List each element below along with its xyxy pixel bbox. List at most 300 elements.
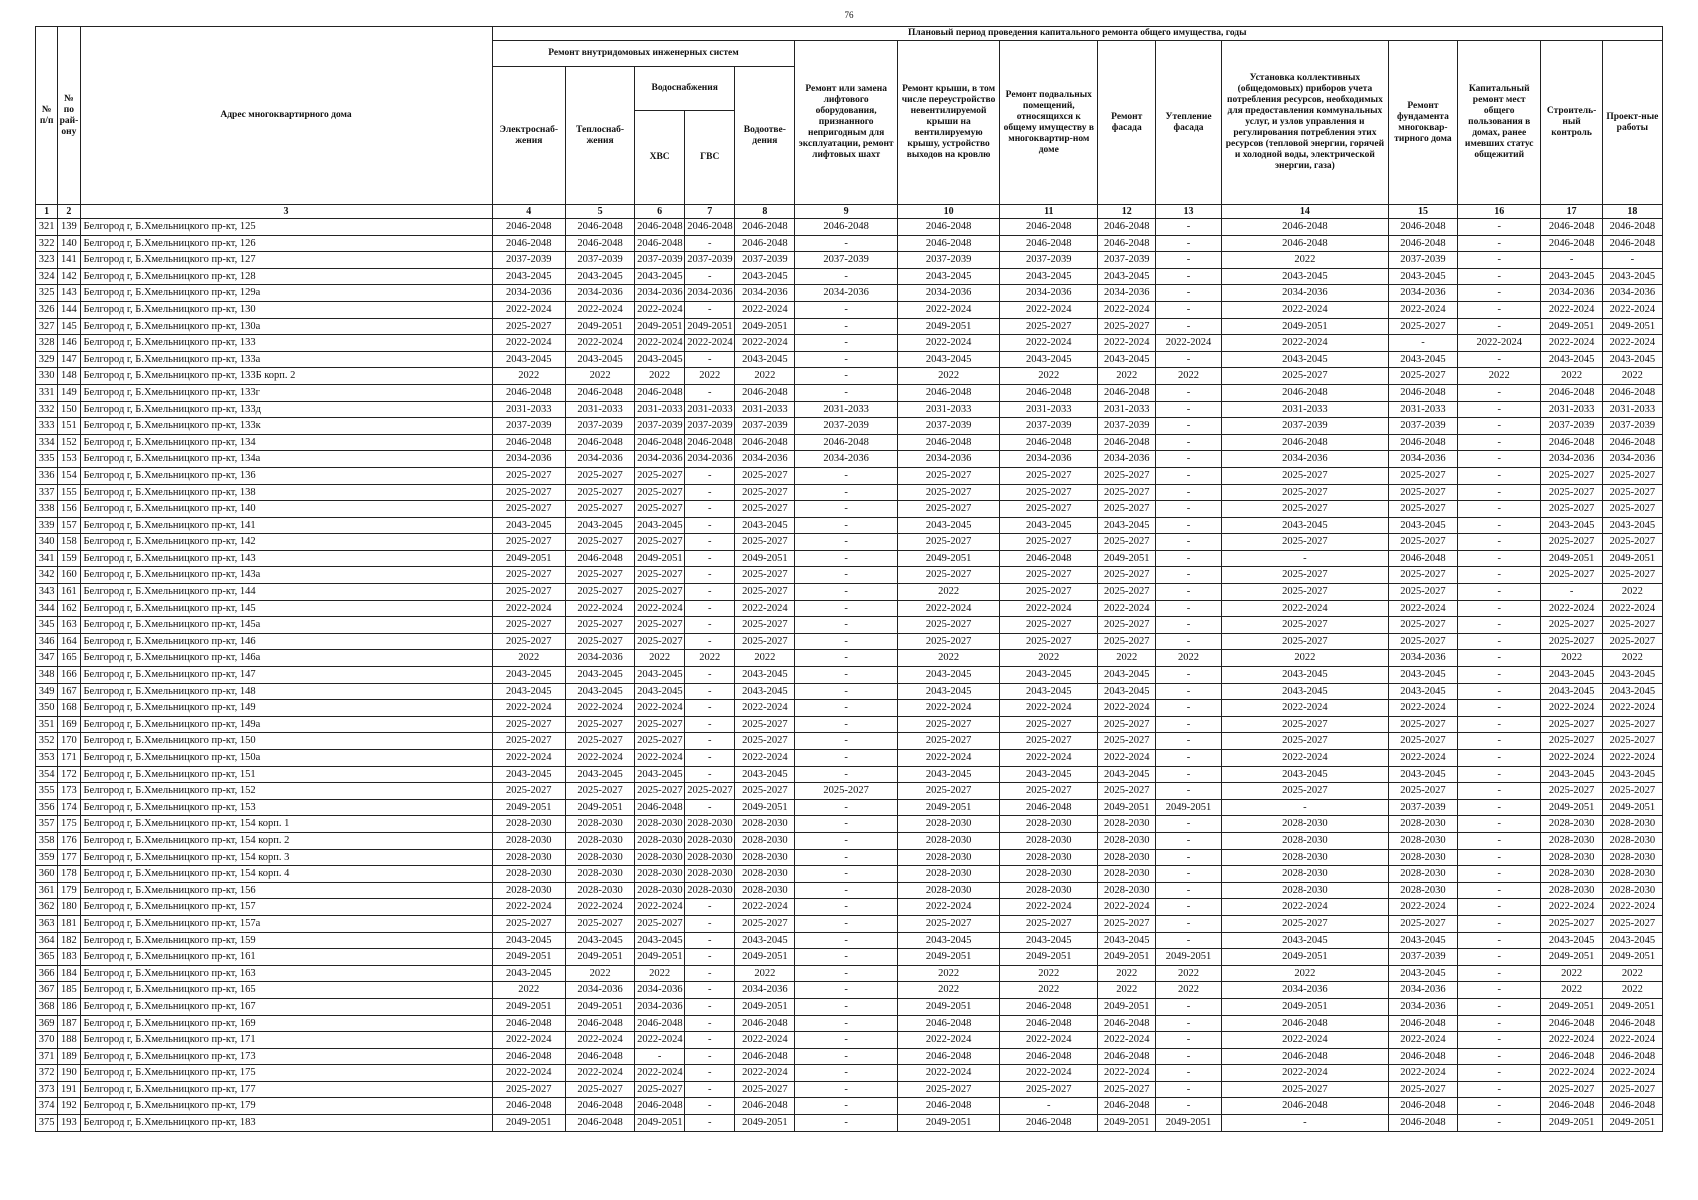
number-cell: 171 [58,750,80,767]
period-cell: 2022-2024 [1000,1032,1098,1049]
header-gvs: ГВС [685,111,735,205]
period-cell: 2043-2045 [735,268,795,285]
table-row [36,600,1663,617]
period-cell: 2046-2048 [685,219,735,236]
period-cell: 2034-2036 [1388,650,1457,667]
period-cell: 2025-2027 [1541,617,1602,634]
period-cell: 2025-2027 [1098,617,1156,634]
period-cell: - [635,1048,685,1065]
period-cell: 2028-2030 [1388,849,1457,866]
period-cell: 2028-2030 [1000,882,1098,899]
number-cell: 330 [36,368,58,385]
period-cell: 2025-2027 [1000,584,1098,601]
period-cell: - [795,1098,897,1115]
period-cell: 2046-2048 [1000,550,1098,567]
column-number: 11 [1000,205,1098,219]
period-cell: 2037-2039 [1388,949,1457,966]
period-cell: - [1156,567,1222,584]
period-cell: - [1457,418,1541,435]
number-cell: 343 [36,584,58,601]
table-row [36,550,1663,567]
number-cell: 335 [36,451,58,468]
period-cell: 2025-2027 [1098,733,1156,750]
period-cell: 2022 [1000,965,1098,982]
period-cell: 2046-2048 [735,1015,795,1032]
period-cell: 2043-2045 [1098,766,1156,783]
period-cell: 2022-2024 [566,750,635,767]
table-row [36,816,1663,833]
period-cell: 2025-2027 [1000,484,1098,501]
period-cell: 2043-2045 [1388,683,1457,700]
period-cell: 2025-2027 [1221,484,1388,501]
period-cell: 2034-2036 [566,285,635,302]
address-cell: Белгород г, Б.Хмельницкого пр-кт, 128 [80,268,492,285]
address-cell: Белгород г, Б.Хмельницкого пр-кт, 133д [80,401,492,418]
period-cell: 2046-2048 [1388,384,1457,401]
number-cell: 186 [58,998,80,1015]
period-cell: - [1457,451,1541,468]
period-cell: 2025-2027 [1000,534,1098,551]
period-cell: - [1457,633,1541,650]
period-cell: - [1156,351,1222,368]
period-cell: - [1156,1065,1222,1082]
period-cell: 2028-2030 [1221,832,1388,849]
table-row [36,451,1663,468]
address-cell: Белгород г, Б.Хмельницкого пр-кт, 134а [80,451,492,468]
period-cell: 2043-2045 [566,667,635,684]
period-cell: 2046-2048 [795,434,897,451]
period-cell: 2046-2048 [566,1048,635,1065]
address-cell: Белгород г, Б.Хмельницкого пр-кт, 130а [80,318,492,335]
period-cell: 2046-2048 [1221,1098,1388,1115]
period-cell: 2043-2045 [635,517,685,534]
period-cell: 2034-2036 [1541,451,1602,468]
period-cell: 2049-2051 [897,1115,999,1132]
period-cell: 2034-2036 [897,285,999,302]
address-cell: Белгород г, Б.Хмельницкого пр-кт, 150 [80,733,492,750]
period-cell: 2049-2051 [492,949,565,966]
period-cell: - [1156,700,1222,717]
period-cell: 2043-2045 [1388,351,1457,368]
period-cell: 2046-2048 [1602,434,1662,451]
period-cell: - [795,667,897,684]
period-cell: 2025-2027 [1000,318,1098,335]
address-cell: Белгород г, Б.Хмельницкого пр-кт, 127 [80,252,492,269]
period-cell: 2049-2051 [735,799,795,816]
period-cell: 2037-2039 [795,418,897,435]
period-cell: - [1457,716,1541,733]
period-cell: 2049-2051 [735,949,795,966]
period-cell: - [1457,700,1541,717]
period-cell: 2025-2027 [897,617,999,634]
period-cell: 2022 [735,965,795,982]
table-row [36,1081,1663,1098]
period-cell: - [1156,1081,1222,1098]
period-cell: 2025-2027 [1388,1081,1457,1098]
period-cell: 2043-2045 [897,683,999,700]
period-cell: 2025-2027 [1221,633,1388,650]
period-cell: - [1156,866,1222,883]
period-cell: - [1156,667,1222,684]
period-cell: 2037-2039 [897,252,999,269]
period-cell: 2031-2033 [566,401,635,418]
period-cell: 2037-2039 [897,418,999,435]
period-cell: 2022 [1098,965,1156,982]
period-cell: - [1388,335,1457,352]
period-cell: 2046-2048 [795,219,897,236]
period-cell: 2049-2051 [635,1115,685,1132]
period-cell: 2022-2024 [635,1032,685,1049]
period-cell: 2025-2027 [1541,567,1602,584]
period-cell: - [1457,965,1541,982]
period-cell: 2025-2027 [897,1081,999,1098]
address-cell: Белгород г, Б.Хмельницкого пр-кт, 146а [80,650,492,667]
period-cell: 2046-2048 [1000,1015,1098,1032]
period-cell: 2025-2027 [492,716,565,733]
period-cell: 2043-2045 [1541,517,1602,534]
period-cell: - [685,1032,735,1049]
number-cell: 321 [36,219,58,236]
period-cell: - [685,351,735,368]
period-cell: 2022-2024 [1098,335,1156,352]
period-cell: 2034-2036 [635,451,685,468]
period-cell: 2046-2048 [735,235,795,252]
period-cell: 2046-2048 [635,219,685,236]
period-cell: 2043-2045 [492,932,565,949]
number-cell: 322 [36,235,58,252]
number-cell: 147 [58,351,80,368]
period-cell: - [1457,501,1541,518]
period-cell: 2049-2051 [1602,998,1662,1015]
period-cell: - [685,268,735,285]
column-number: 15 [1388,205,1457,219]
address-cell: Белгород г, Б.Хмельницкого пр-кт, 125 [80,219,492,236]
period-cell: 2025-2027 [735,716,795,733]
header-heat: Теплоснаб-жения [566,67,635,205]
period-cell: 2037-2039 [735,418,795,435]
period-cell: 2043-2045 [635,351,685,368]
period-cell: 2028-2030 [492,816,565,833]
period-cell: 2037-2039 [1388,418,1457,435]
period-cell: - [1457,301,1541,318]
period-cell: - [1156,235,1222,252]
period-cell: 2025-2027 [566,716,635,733]
period-cell: 2034-2036 [566,451,635,468]
table-row [36,667,1663,684]
period-cell: 2034-2036 [1221,982,1388,999]
period-cell: 2025-2027 [1000,617,1098,634]
period-cell: - [1457,617,1541,634]
table-row [36,501,1663,518]
period-cell: 2037-2039 [1098,252,1156,269]
number-cell: 332 [36,401,58,418]
period-cell: 2043-2045 [1541,351,1602,368]
period-cell: 2049-2051 [1156,1115,1222,1132]
period-cell: 2049-2051 [1156,949,1222,966]
number-cell: 177 [58,849,80,866]
period-cell: 2025-2027 [1388,617,1457,634]
period-cell: 2049-2051 [897,799,999,816]
period-cell: 2025-2027 [897,484,999,501]
period-cell: 2049-2051 [1221,318,1388,335]
table-row [36,351,1663,368]
number-cell: 179 [58,882,80,899]
number-cell: 167 [58,683,80,700]
period-cell: 2049-2051 [1098,998,1156,1015]
period-cell: 2022-2024 [1388,600,1457,617]
table-row [36,766,1663,783]
period-cell: - [685,899,735,916]
header-district-no: № по рай-ону [58,27,80,205]
period-cell: 2043-2045 [1388,268,1457,285]
period-cell: 2031-2033 [1541,401,1602,418]
period-cell: 2046-2048 [492,235,565,252]
period-cell: 2046-2048 [1221,219,1388,236]
number-cell: 149 [58,384,80,401]
period-cell: 2043-2045 [492,683,565,700]
period-cell: - [1156,318,1222,335]
period-cell: - [1457,766,1541,783]
period-cell: 2037-2039 [1388,799,1457,816]
period-cell: 2046-2048 [566,1115,635,1132]
period-cell: 2043-2045 [897,667,999,684]
period-cell: 2046-2048 [1098,1015,1156,1032]
period-cell: 2022 [735,650,795,667]
period-cell: 2049-2051 [492,799,565,816]
period-cell: - [795,949,897,966]
period-cell: - [685,617,735,634]
period-cell: - [1457,219,1541,236]
period-cell: 2034-2036 [1388,451,1457,468]
number-cell: 182 [58,932,80,949]
number-cell: 360 [36,866,58,883]
number-cell: 153 [58,451,80,468]
period-cell: 2022-2024 [635,335,685,352]
period-cell: 2049-2051 [897,318,999,335]
period-cell: 2025-2027 [1000,716,1098,733]
period-cell: - [795,882,897,899]
period-cell: 2022 [1098,650,1156,667]
period-cell: 2025-2027 [566,1081,635,1098]
period-cell: 2034-2036 [566,982,635,999]
period-cell: - [1457,550,1541,567]
header-no: № п/п [36,27,58,205]
period-cell: 2022-2024 [1602,600,1662,617]
address-cell: Белгород г, Б.Хмельницкого пр-кт, 133Б корп. 2 [80,368,492,385]
period-cell: 2049-2051 [1541,550,1602,567]
period-cell: 2022-2024 [1000,600,1098,617]
number-cell: 371 [36,1048,58,1065]
period-cell: 2022-2024 [1388,301,1457,318]
period-cell: - [795,1065,897,1082]
period-cell: 2043-2045 [897,517,999,534]
period-cell: 2046-2048 [897,219,999,236]
address-cell: Белгород г, Б.Хмельницкого пр-кт, 138 [80,484,492,501]
table-row [36,384,1663,401]
number-cell: 338 [36,501,58,518]
period-cell: 2037-2039 [492,252,565,269]
number-cell: 192 [58,1098,80,1115]
period-cell: 2043-2045 [1098,351,1156,368]
period-cell: 2046-2048 [1000,434,1098,451]
period-cell: 2037-2039 [635,252,685,269]
number-cell: 342 [36,567,58,584]
number-cell: 164 [58,633,80,650]
period-cell: 2022-2024 [635,301,685,318]
period-cell: - [1457,866,1541,883]
period-cell: - [1457,949,1541,966]
period-cell: - [1156,584,1222,601]
period-cell: 2022-2024 [1541,750,1602,767]
period-cell: 2025-2027 [566,617,635,634]
period-cell: 2022 [1098,982,1156,999]
period-cell: - [795,534,897,551]
period-cell: 2028-2030 [1098,816,1156,833]
period-cell: 2025-2027 [1221,534,1388,551]
period-cell: - [685,384,735,401]
header-facade: Ремонт фасада [1098,41,1156,205]
period-cell: 2031-2033 [1388,401,1457,418]
period-cell: 2025-2027 [1388,534,1457,551]
number-cell: 333 [36,418,58,435]
period-cell: 2046-2048 [1602,235,1662,252]
number-cell: 339 [36,517,58,534]
period-cell: 2049-2051 [1541,799,1602,816]
period-cell: 2025-2027 [1602,633,1662,650]
number-cell: 157 [58,517,80,534]
period-cell: 2022-2024 [897,1032,999,1049]
period-cell: 2025-2027 [635,584,685,601]
table-row [36,567,1663,584]
address-cell: Белгород г, Б.Хмельницкого пр-кт, 146 [80,633,492,650]
period-cell: 2025-2027 [1388,467,1457,484]
period-cell: 2022-2024 [1388,700,1457,717]
period-cell: - [685,1098,735,1115]
table-row [36,733,1663,750]
period-cell: 2022-2024 [735,750,795,767]
table-row [36,617,1663,634]
table-header [36,27,1663,219]
period-cell: 2025-2027 [566,534,635,551]
period-cell: - [1221,1115,1388,1132]
table-row [36,335,1663,352]
period-cell: 2049-2051 [635,550,685,567]
period-cell: - [1156,733,1222,750]
period-cell: 2043-2045 [735,351,795,368]
period-cell: 2046-2048 [1541,219,1602,236]
number-cell: 145 [58,318,80,335]
period-cell: 2028-2030 [735,816,795,833]
period-cell: 2043-2045 [492,351,565,368]
period-cell: 2046-2048 [1098,384,1156,401]
period-cell: 2022 [897,650,999,667]
period-cell: - [795,832,897,849]
period-cell: 2025-2027 [735,567,795,584]
period-cell: 2043-2045 [1221,268,1388,285]
number-cell: 184 [58,965,80,982]
period-cell: 2022-2024 [1000,1065,1098,1082]
period-cell: 2025-2027 [1000,783,1098,800]
period-cell: 2046-2048 [566,1098,635,1115]
period-cell: 2037-2039 [685,252,735,269]
period-cell: 2046-2048 [897,1098,999,1115]
period-cell: 2043-2045 [1098,932,1156,949]
table-row [36,882,1663,899]
number-cell: 350 [36,700,58,717]
period-cell: 2034-2036 [795,285,897,302]
period-cell: 2028-2030 [685,882,735,899]
period-cell: 2022 [1000,650,1098,667]
period-cell: 2049-2051 [1541,318,1602,335]
period-cell: 2034-2036 [735,285,795,302]
period-cell: 2049-2051 [1221,998,1388,1015]
period-cell: 2046-2048 [1221,1015,1388,1032]
address-cell: Белгород г, Б.Хмельницкого пр-кт, 161 [80,949,492,966]
period-cell: 2022-2024 [1221,335,1388,352]
table-row [36,899,1663,916]
period-cell: 2022 [685,368,735,385]
number-cell: 160 [58,567,80,584]
period-cell: 2028-2030 [685,832,735,849]
period-cell: 2046-2048 [635,1098,685,1115]
period-cell: 2049-2051 [1156,799,1222,816]
period-cell: - [685,932,735,949]
address-cell: Белгород г, Б.Хмельницкого пр-кт, 150а [80,750,492,767]
period-cell: - [1457,1081,1541,1098]
period-cell: - [1156,501,1222,518]
period-cell: 2046-2048 [897,384,999,401]
period-cell: 2025-2027 [1221,716,1388,733]
period-cell: 2022-2024 [1602,1065,1662,1082]
number-cell: 193 [58,1115,80,1132]
period-cell: 2022-2024 [1000,335,1098,352]
period-cell: 2022-2024 [1602,1032,1662,1049]
period-cell: 2046-2048 [635,434,685,451]
period-cell: 2046-2048 [1000,384,1098,401]
period-cell: - [685,1065,735,1082]
number-cell: 347 [36,650,58,667]
address-cell: Белгород г, Б.Хмельницкого пр-кт, 133г [80,384,492,401]
period-cell: - [795,716,897,733]
period-cell: 2022 [492,982,565,999]
number-cell: 323 [36,252,58,269]
period-cell: 2022-2024 [1388,750,1457,767]
period-cell: 2022-2024 [1098,700,1156,717]
period-cell: 2046-2048 [492,384,565,401]
period-cell: - [1457,799,1541,816]
period-cell: 2022-2024 [897,899,999,916]
period-cell: 2025-2027 [1000,915,1098,932]
period-cell: 2046-2048 [1388,550,1457,567]
period-cell: 2025-2027 [735,915,795,932]
number-cell: 358 [36,832,58,849]
period-cell: - [1457,384,1541,401]
period-cell: 2034-2036 [492,285,565,302]
period-cell: - [795,1115,897,1132]
table-row [36,965,1663,982]
number-cell: 159 [58,550,80,567]
period-cell: 2022-2024 [735,335,795,352]
period-cell: 2037-2039 [566,252,635,269]
period-cell: 2034-2036 [635,285,685,302]
period-cell: 2022 [1541,965,1602,982]
period-cell: - [685,484,735,501]
period-cell: - [1156,434,1222,451]
period-cell: 2022-2024 [1541,899,1602,916]
period-cell: - [685,301,735,318]
period-cell: 2034-2036 [566,650,635,667]
period-cell: 2037-2039 [735,252,795,269]
